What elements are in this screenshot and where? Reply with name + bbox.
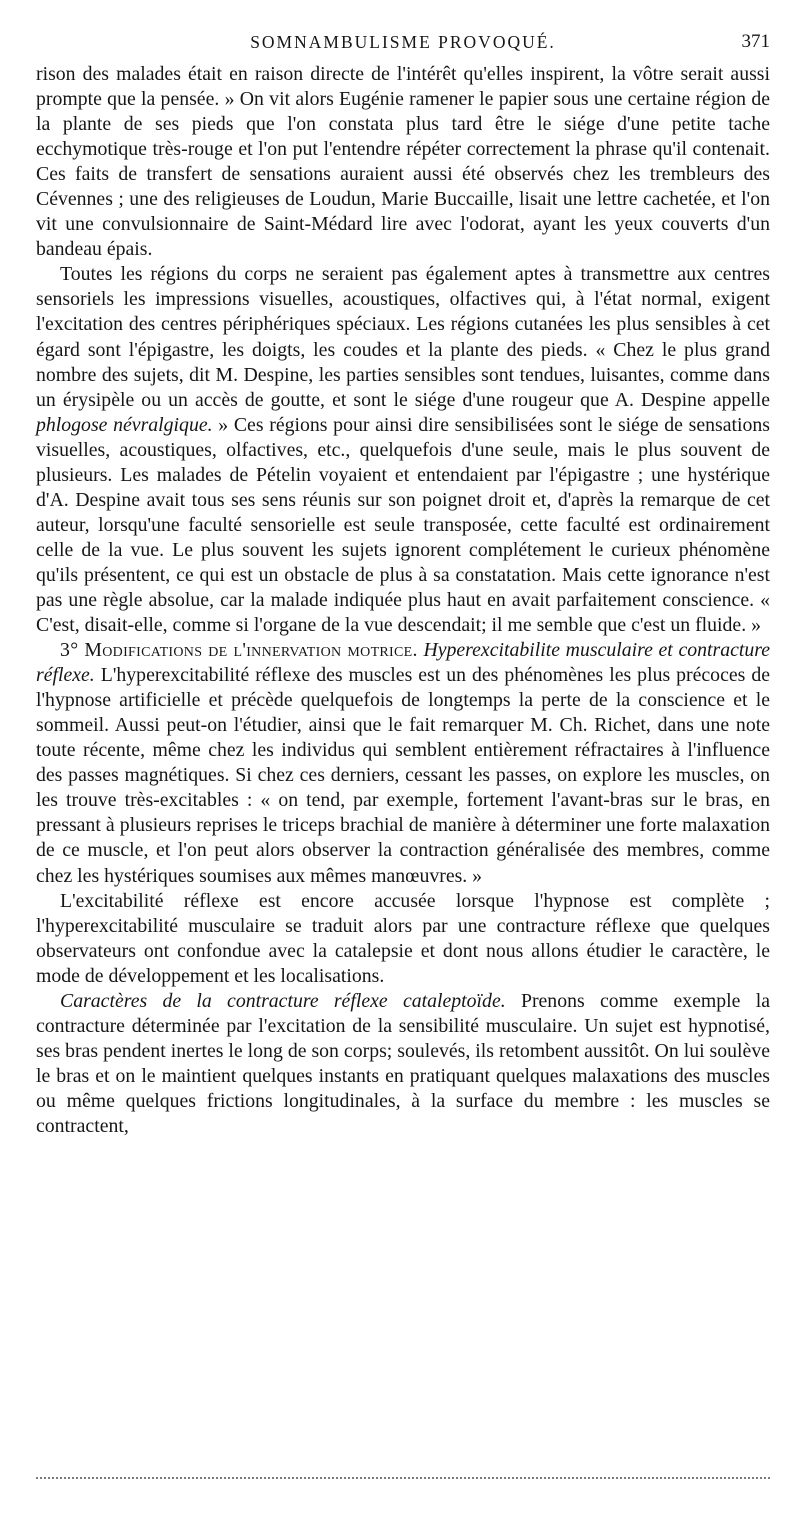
body-text — [36, 62, 770, 1139]
paragraph-cataleptoid-contracture — [36, 989, 770, 1139]
paragraph-sensory-regions — [36, 262, 770, 638]
paragraph-continuation — [36, 62, 770, 262]
paragraph-text: » Ces régions pour ainsi dire sensibilisées sont le siége de sensations visuelles, acoustiques, olfactives, etc., quelquefois d'une seule, mais le plus souvent de plusieurs. Les malades de Pételin voyaient et entendaient par l'épigastre ; une hystérique d'A. Despine avait tous ses sens réunis sur son poignet droit et, d'après la remarque de cet auteur, lorsqu'une faculté sensorielle est seule transposée, cette faculté est ordinairement celle de la vue. Le plus souvent les sujets ignorent complétement le curieux phénomène qu'ils présentent, ce qui est un obstacle de plus à sa constatation. Mais cette ignorance n'est pas une règle absolue, car la malade indiquée plus haut en avait parfaitement conscience. « C'est, disait-elle, comme si l'organe de la vue descendait; il me semble que c'est un fluide. » — [36, 413, 770, 637]
page-number: 371 — [741, 31, 770, 52]
paragraph-text: Toutes les régions du corps ne seraient pas également aptes à transmettre aux centres sensoriels les impressions visuelles, acoustiques, olfactives qui, à l'état normal, exigent l'excitation des centres périphériques spéciaux. Les régions cutanées les plus sensibles à cet égard sont l'épigastre, les doigts, les coudes et la plante des pieds. « Chez le plus grand nombre des sujets, dit M. Despine, les parties sensibles sont tendues, luisantes, comme dans un érysipèle ou un accès de goutte, et sont le siége d'une rougeur que A. Despine appelle — [36, 263, 770, 411]
paragraph-text: L'hyperexcitabilité réflexe des muscles est un des phénomènes les plus précoces de l'hypnose artificielle et précède quelquefois de longtemps la perte de la conscience et le sommeil. Aussi peut-on l'étudier, ainsi que le fait remarquer M. Ch. Richet, dans une note toute récente, même chez les individus qui semblent entièrement réfractaires à l'influence des passes magnétiques. Si chez ces derniers, cessant les passes, on explore les muscles, on les trouve très-excitables : « on tend, par exemple, fortement l'avant-bras sur le bras, en pressant à plusieurs reprises le triceps brachial de manière à déterminer une forte malaxation de ce muscle, et l'on peut alors observer la contraction généralisée des membres, comme chez les hystériques soumises aux mêmes manœuvres. » — [36, 664, 770, 887]
running-head — [36, 30, 770, 54]
running-title: SOMNAMBULISME PROVOQUÉ. — [250, 32, 556, 52]
paragraph-text: Prenons comme exemple la contracture déterminée par l'excitation de la sensibilité musculaire. Un sujet est hypnotisé, ses bras pendent inertes le long de son corps; soulevés, ils retombent aussitôt. On lui soulève le bras et on le maintient quelques instants en pratiquant quelques malaxations des muscles ou même quelques frictions longitudinales, à la surface du membre : les muscles se contractent, — [36, 989, 770, 1137]
paragraph-text: L'excitabilité réflexe est encore accusée lorsque l'hypnose est complète ; l'hyperexcitabilité musculaire se traduit alors par une contracture réflexe que quelques observateurs ont confondue avec la catalepsie et dont nous allons étudier le caractère, le mode de développement et les localisations. — [36, 889, 770, 987]
paragraph-text: rison des malades était en raison directe de l'intérêt qu'elles inspirent, la vôtre serait aussi prompte que la pensée. » On vit alors Eugénie ramener le papier sous une certaine région de la plante de ses pieds que l'on constata plus tard être le siége d'une petite tache ecchymotique très-rouge et l'on put l'entendre répéter correctement la phrase qu'il contenait. Ces faits de transfert de sensations auraient aussi été observés chez les trembleurs des Cévennes ; une des religieuses de Loudun, Marie Buccaille, lisait une lettre cachetée, et l'on vit une convulsionnaire de Saint-Médard lire avec l'odorat, ayant les yeux couverts d'un bandeau épais. — [36, 63, 770, 261]
section-heading: 3° Modifications de l'innervation motrice. — [60, 639, 418, 662]
italic-term: phlogose névralgique. — [36, 413, 213, 436]
footer-rule — [36, 1477, 770, 1479]
section-subtitle: Hyperexcitabilite musculaire et contracture réflexe. — [36, 639, 770, 687]
section-subtitle: Caractères de la contracture réflexe cataleptoïde. — [60, 989, 506, 1012]
paragraph-motor-innervation — [36, 638, 770, 888]
paragraph-reflex-excitability — [36, 889, 770, 989]
